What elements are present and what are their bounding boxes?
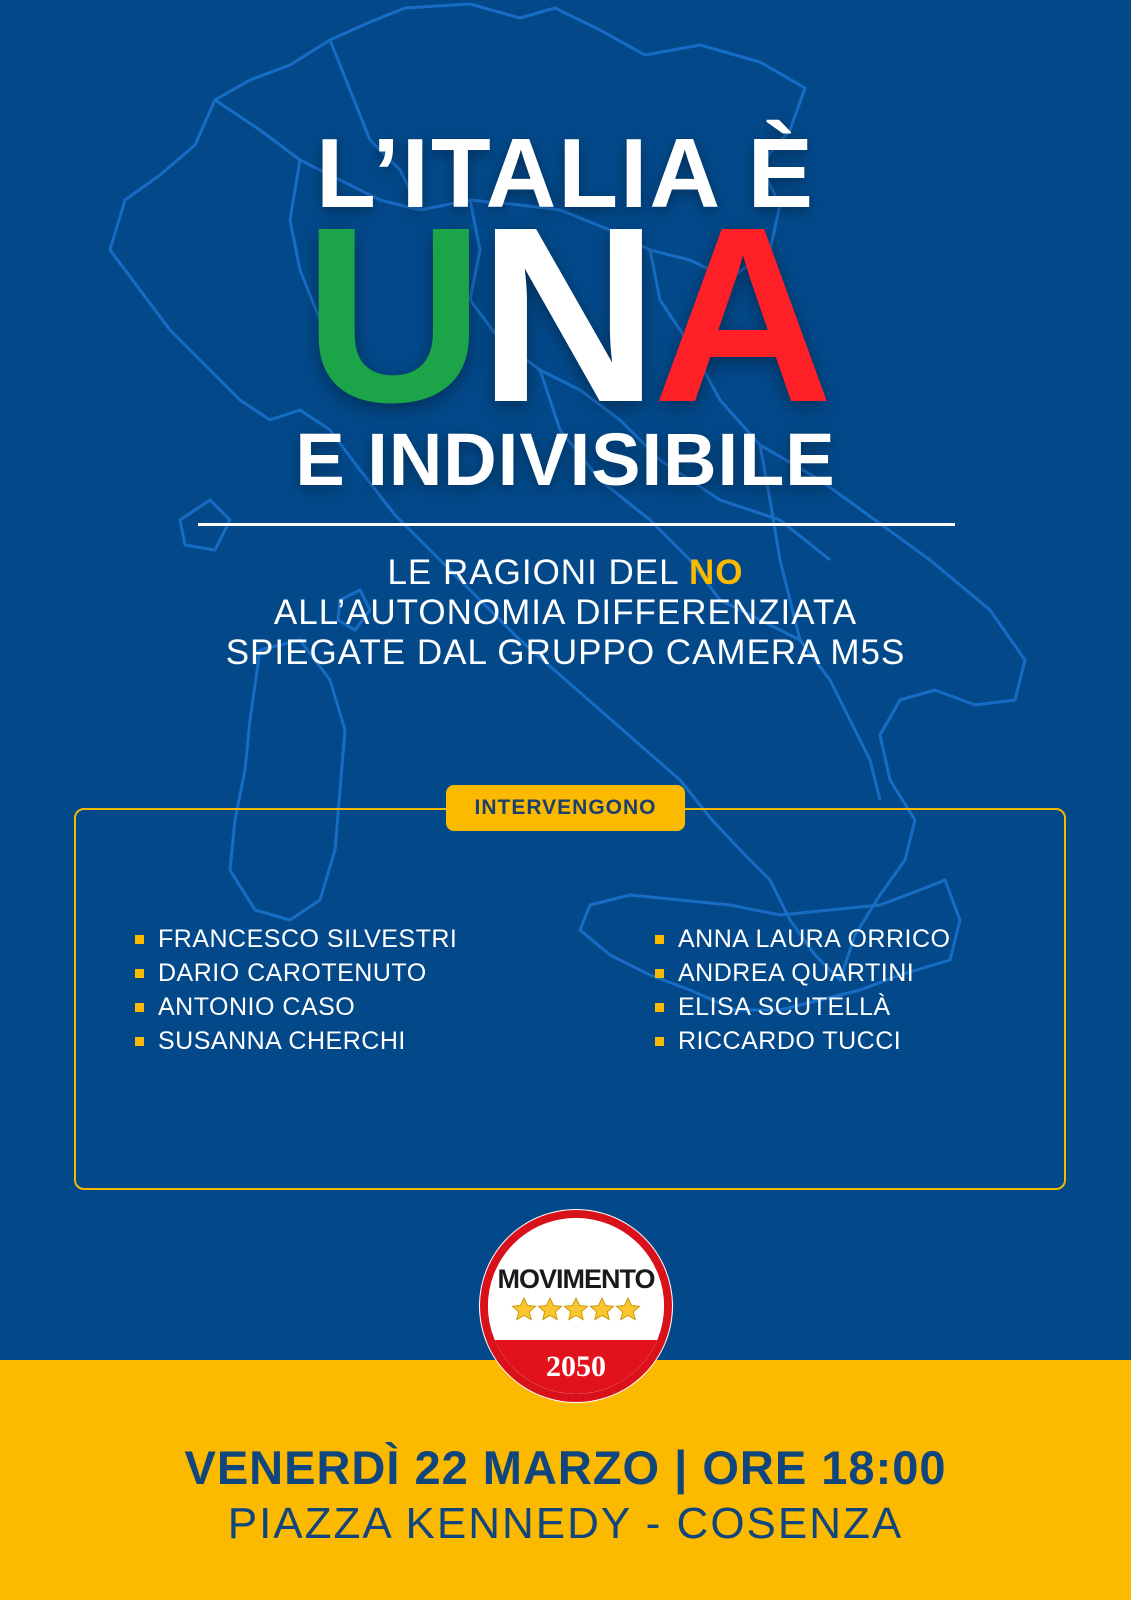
speaker-item: ANDREA QUARTINI (655, 956, 950, 990)
event-date-time: VENERDÌ 22 MARZO | ORE 18:00 (184, 1441, 947, 1494)
subtitle (0, 553, 1131, 673)
subtitle-line-1-prefix: LE RAGIONI DEL (387, 553, 690, 592)
title-una (0, 175, 1131, 454)
title-letter-u: U (303, 175, 479, 454)
divider (198, 523, 955, 526)
subtitle-no-highlight: NO (689, 553, 744, 592)
speakers-list-right (655, 922, 950, 1058)
speaker-item: DARIO CAROTENUTO (135, 956, 457, 990)
title-letter-n: N (478, 175, 653, 454)
speaker-item: ELISA SCUTELLÀ (655, 990, 950, 1024)
subtitle-line-1 (0, 553, 1131, 593)
logo-year: 2050 (546, 1350, 606, 1383)
logo-name: MOVIMENTO (497, 1264, 655, 1294)
speakers-badge: INTERVENGONO (446, 785, 685, 831)
speaker-item: SUSANNA CHERCHI (135, 1024, 457, 1058)
speaker-item: ANNA LAURA ORRICO (655, 922, 950, 956)
title-line-3: E INDIVISIBILE (295, 418, 836, 501)
m5s-logo-icon (478, 1208, 674, 1404)
event-place: PIAZZA KENNEDY - COSENZA (227, 1499, 904, 1548)
subtitle-line-3: SPIEGATE DAL GRUPPO CAMERA M5S (225, 633, 906, 672)
title-line-1: L’ITALIA È (315, 118, 816, 228)
subtitle-line-2: ALL’AUTONOMIA DIFFERENZIATA (273, 593, 858, 632)
speaker-item: ANTONIO CASO (135, 990, 457, 1024)
speaker-item: FRANCESCO SILVESTRI (135, 922, 457, 956)
speakers-list-left (135, 922, 457, 1058)
speaker-item: RICCARDO TUCCI (655, 1024, 950, 1058)
title-letter-a: A (652, 175, 828, 454)
